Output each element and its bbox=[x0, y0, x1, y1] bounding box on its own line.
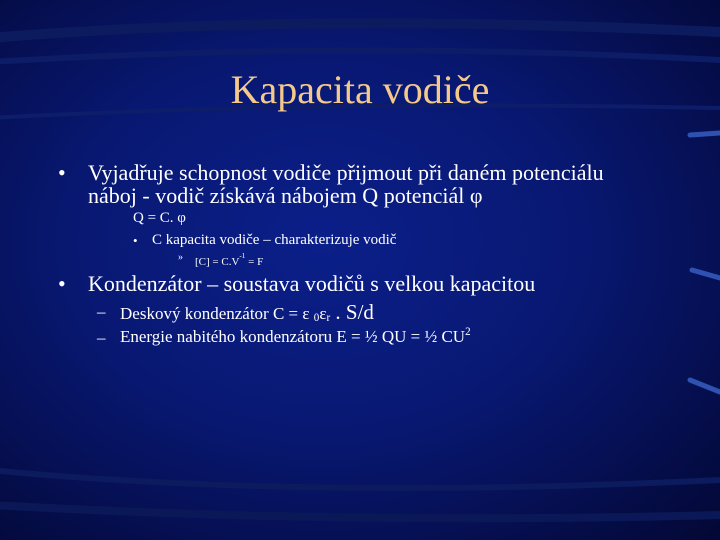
plate-capacitor-formula bbox=[120, 302, 374, 324]
slide-title: Kapacita vodiče bbox=[230, 67, 490, 112]
unit-exponent: -1 bbox=[239, 252, 246, 260]
bullet2-text: Kondenzátor – soustava vodičů s velkou kapacitou bbox=[88, 271, 536, 296]
bullet-marker: • bbox=[58, 160, 66, 185]
energy-exponent: 2 bbox=[465, 326, 471, 338]
bullet1-text-line2: náboj - vodič získává nábojem Q potenciál φ bbox=[88, 183, 483, 208]
bullet1-text-line1: Vyjadřuje schopnost vodiče přijmout při daném potenciálu bbox=[88, 160, 604, 185]
plate-capacitor-prefix: Deskový kondenzátor C = ε bbox=[120, 304, 314, 323]
capacity-definition: C kapacita vodiče – charakterizuje vodič bbox=[152, 232, 397, 248]
epsilon-subscript-zero: 0 bbox=[313, 312, 320, 324]
epsilon-subscript-r: r bbox=[326, 312, 331, 324]
capacitor-energy-formula bbox=[120, 327, 471, 345]
dash-marker: – bbox=[97, 328, 106, 347]
plate-capacitor-suffix: . S/d bbox=[330, 300, 374, 324]
sub-bullet-marker: • bbox=[133, 233, 138, 248]
capacity-formula: Q = C. φ bbox=[133, 210, 186, 226]
dash-marker: – bbox=[97, 302, 106, 321]
unit-prefix: [C] = C.V bbox=[195, 256, 240, 268]
bullet-marker: • bbox=[58, 271, 66, 296]
unit-marker: » bbox=[178, 252, 183, 263]
unit-suffix: = F bbox=[245, 256, 264, 268]
capacity-unit bbox=[195, 253, 263, 268]
energy-formula-text: Energie nabitého kondenzátoru E = ½ QU = ½ CU bbox=[120, 327, 466, 346]
epsilon-r: ε bbox=[319, 304, 327, 323]
